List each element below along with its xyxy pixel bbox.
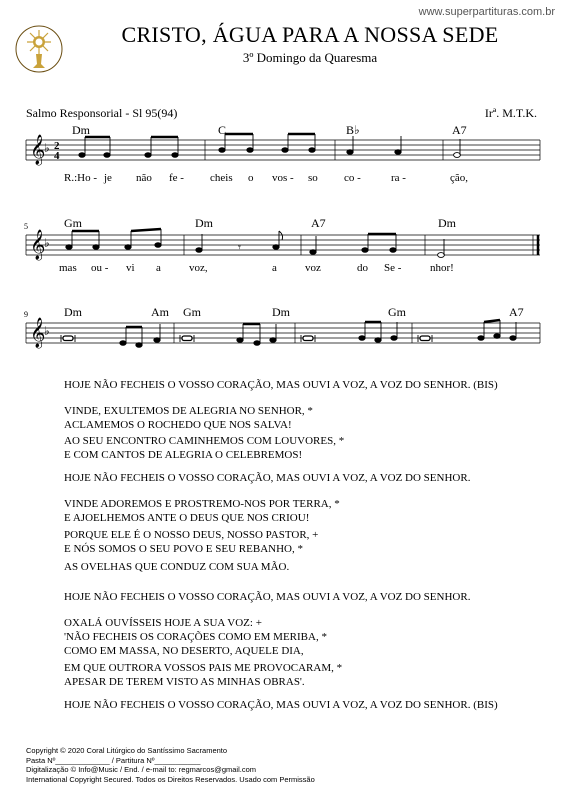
verse-line: PORQUE ELE É O NOSSO DEUS, NOSSO PASTOR, +	[64, 529, 319, 541]
verse-line: 'NÃO FECHEIS OS CORAÇÕES COMO EM MERIBA, *	[64, 631, 327, 643]
treble-clef-icon: 𝄞	[30, 318, 46, 348]
lyric-syllable: voz,	[189, 262, 208, 274]
footer-line: Copyright © 2020 Coral Litúrgico do Santíssimo Sacramento	[26, 746, 228, 755]
verse-line: ACLAMEMOS O ROCHEDO QUE NOS SALVA!	[64, 419, 292, 431]
psalm-reference: Salmo Responsorial - Sl 95(94)	[26, 106, 178, 120]
chord-symbol: B♭	[346, 123, 360, 137]
verse-line: HOJE NÃO FECHEIS O VOSSO CORAÇÃO, MAS OUVI A VOZ, A VOZ DO SENHOR. (BIS)	[64, 379, 498, 391]
lyric-syllable: so	[308, 172, 318, 184]
verse-stanza	[64, 528, 318, 574]
flat-icon: ♭	[44, 141, 50, 155]
verse-line: AO SEU ENCONTRO CAMINHEMOS COM LOUVORES, *	[64, 435, 345, 447]
measure-number: 5	[24, 222, 28, 231]
time-signature-bottom: 4	[54, 150, 60, 162]
lyric-syllable: ção,	[450, 172, 469, 184]
verse-line: EM QUE OUTRORA VOSSOS PAIS ME PROVOCARAM, *	[64, 662, 343, 674]
footer-line: Pasta Nº_____________ / Partitura Nº___________	[26, 755, 201, 765]
eighth-rest-icon: 𝄾	[238, 241, 241, 254]
verse-line: HOJE NÃO FECHEIS O VOSSO CORAÇÃO, MAS OUVI A VOZ, A VOZ DO SENHOR.	[64, 472, 471, 484]
lyric-syllable: do	[357, 262, 368, 274]
chord-symbol: Dm	[72, 123, 90, 137]
verse-stanza	[64, 497, 340, 525]
lyric-syllable: vos -	[272, 172, 294, 184]
lyric-syllable: mas	[59, 262, 77, 274]
lyric-syllable: je	[104, 172, 112, 184]
verse-stanza	[64, 404, 313, 432]
verse-stanza	[64, 616, 327, 658]
verse-line: APESAR DE TEREM VISTO AS MINHAS OBRAS'.	[64, 676, 305, 688]
treble-clef-icon: 𝄞	[30, 135, 46, 165]
lyric-syllable: co -	[344, 172, 361, 184]
verse-line: COMO EM MASSA, NO DESERTO, AQUELE DIA,	[64, 645, 304, 657]
lyric-syllable: ra -	[391, 172, 406, 184]
copyright-footer	[26, 746, 315, 784]
chord-symbol: C	[218, 123, 227, 137]
lyric-syllable: cheis	[210, 172, 233, 184]
refrain-bis	[64, 378, 498, 392]
chord-symbol: Dm	[272, 305, 290, 319]
lyric-syllable: fe -	[169, 172, 184, 184]
lyric-syllable: vi	[126, 262, 135, 274]
refrain	[64, 590, 470, 604]
time-signature-top: 2	[54, 140, 60, 152]
chord-symbol: Gm	[183, 305, 201, 319]
page-title: CRISTO, ÁGUA PARA A NOSSA SEDE	[121, 22, 499, 47]
footer-line: International Copyright Secured. Todos os Direitos Reservados. Usado com Permissão	[26, 774, 315, 784]
verse-line: VINDE, EXULTEMOS DE ALEGRIA NO SENHOR, *	[64, 405, 313, 417]
chord-symbol: Dm	[64, 305, 82, 319]
refrain	[64, 471, 470, 485]
chord-symbol: Dm	[195, 216, 213, 230]
refrain-bis	[64, 698, 498, 712]
lyric-syllable: nhor!	[430, 262, 454, 274]
verse-line: HOJE NÃO FECHEIS O VOSSO CORAÇÃO, MAS OUVI A VOZ, A VOZ DO SENHOR.	[64, 591, 471, 603]
chord-symbol: Dm	[438, 216, 456, 230]
chord-symbol: A7	[509, 305, 524, 319]
treble-clef-icon: 𝄞	[30, 230, 46, 260]
chord-symbol: Am	[151, 305, 169, 319]
composer-credit: Irª. M.T.K.	[484, 106, 537, 120]
lyric-syllable: Se -	[384, 262, 402, 274]
lyric-syllable: voz	[305, 262, 321, 274]
footer-line: Digitalização © Info@Music / End. / e-mail to: regmarcos@gmail.com	[26, 765, 256, 774]
verse-stanza	[64, 661, 342, 689]
verse-stanza	[64, 434, 344, 462]
verse-line: E COM CANTOS DE ALEGRIA O CELEBREMOS!	[64, 449, 303, 461]
page-subtitle: 3º Domingo da Quaresma	[242, 50, 378, 65]
flat-icon: ♭	[44, 324, 50, 338]
chord-symbol: Gm	[64, 216, 82, 230]
verse-line: OXALÁ OUVÍSSEIS HOJE A SUA VOZ: +	[64, 617, 262, 629]
lyric-syllable: o	[248, 172, 254, 184]
flat-icon: ♭	[44, 236, 50, 250]
lyric-syllable: a	[156, 262, 161, 274]
watermark-url[interactable]: www.superpartituras.com.br	[418, 6, 555, 18]
verse-line: E NÓS SOMOS O SEU POVO E SEU REBANHO, *	[64, 543, 303, 555]
chord-symbol: A7	[452, 123, 467, 137]
lyric-syllable: R.:Ho -	[64, 172, 97, 184]
verse-line: VINDE ADOREMOS E PROSTREMO-NOS POR TERRA, *	[64, 498, 340, 510]
verse-line: AS OVELHAS QUE CONDUZ COM SUA MÃO.	[64, 561, 290, 573]
lyric-syllable: não	[136, 172, 152, 184]
verse-line: HOJE NÃO FECHEIS O VOSSO CORAÇÃO, MAS OUVI A VOZ, A VOZ DO SENHOR. (BIS)	[64, 699, 498, 711]
chord-symbol: A7	[311, 216, 326, 230]
chord-symbol: Gm	[388, 305, 406, 319]
lyric-syllable: ou -	[91, 262, 109, 274]
verse-line: E AJOELHEMOS ANTE O DEUS QUE NOS CRIOU!	[64, 512, 310, 524]
measure-number: 9	[24, 310, 28, 319]
lyric-syllable: a	[272, 262, 277, 274]
